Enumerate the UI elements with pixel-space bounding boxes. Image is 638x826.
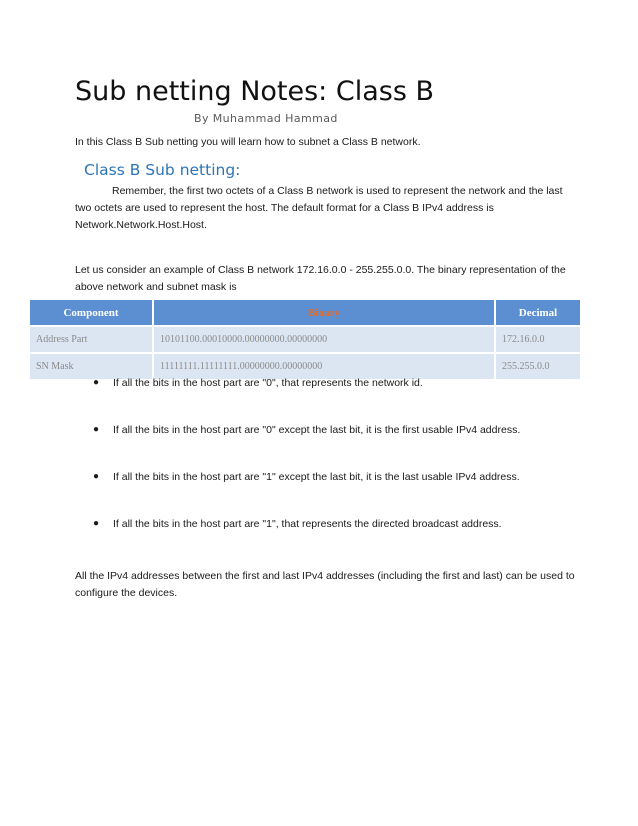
intro-text: In this Class B Sub netting you will learn how to subnet a Class B network.	[75, 136, 421, 148]
paragraph-format: Network.Network.Host.Host.	[75, 219, 207, 231]
cell-component: SN Mask	[30, 353, 153, 379]
list-item-text: If all the bits in the host part are "1", that represents the directed broadcast address.	[113, 518, 502, 530]
cell-binary: 11111111.11111111.00000000.00000000	[153, 353, 495, 379]
address-table	[30, 300, 580, 379]
cell-binary: 10101100.00010000.00000000.00000000	[153, 326, 495, 353]
list-item-text: If all the bits in the host part are "0" except the last bit, it is the first usable IPv4 address.	[113, 424, 521, 436]
paragraph-text: Remember, the first two octets of a Class B network is used to represent the network and the last two octets are used to represent the host. The default format for a Class B IPv4 address is	[75, 185, 563, 214]
bullet-dot-icon: ●	[93, 471, 100, 482]
paragraph-example: Let us consider an example of Class B network 172.16.0.0 - 255.255.0.0. The binary representation of the above network and subnet mask is	[75, 264, 566, 293]
header-component: Component	[30, 300, 153, 326]
cell-component: Address Part	[30, 326, 153, 353]
author-byline: By Muhammad Hammad	[194, 112, 338, 125]
table-header-row	[30, 300, 580, 326]
paragraph-class-b-format	[75, 183, 575, 234]
bullet-dot-icon: ●	[93, 518, 100, 529]
list-item	[75, 518, 575, 565]
section-heading: Class B Sub netting:	[84, 161, 241, 179]
page-title: Sub netting Notes: Class B	[75, 76, 435, 107]
paragraph-closing: All the IPv4 addresses between the first and last IPv4 addresses (including the first and last) can be used to configure the devices.	[75, 570, 575, 599]
cell-decimal: 172.16.0.0	[495, 326, 580, 353]
list-item	[75, 377, 575, 424]
cell-decimal: 255.255.0.0	[495, 353, 580, 379]
header-decimal: Decimal	[495, 300, 580, 326]
bullet-list	[75, 377, 575, 565]
table-row	[30, 353, 580, 379]
list-item	[75, 471, 575, 518]
bullet-dot-icon: ●	[93, 377, 100, 388]
list-item	[75, 424, 575, 471]
table-row	[30, 326, 580, 353]
header-binary: Binary	[153, 300, 495, 326]
list-item-text: If all the bits in the host part are "1" except the last bit, it is the last usable IPv4 address.	[113, 471, 520, 483]
list-item-text: If all the bits in the host part are "0", that represents the network id.	[113, 377, 423, 389]
bullet-dot-icon: ●	[93, 424, 100, 435]
